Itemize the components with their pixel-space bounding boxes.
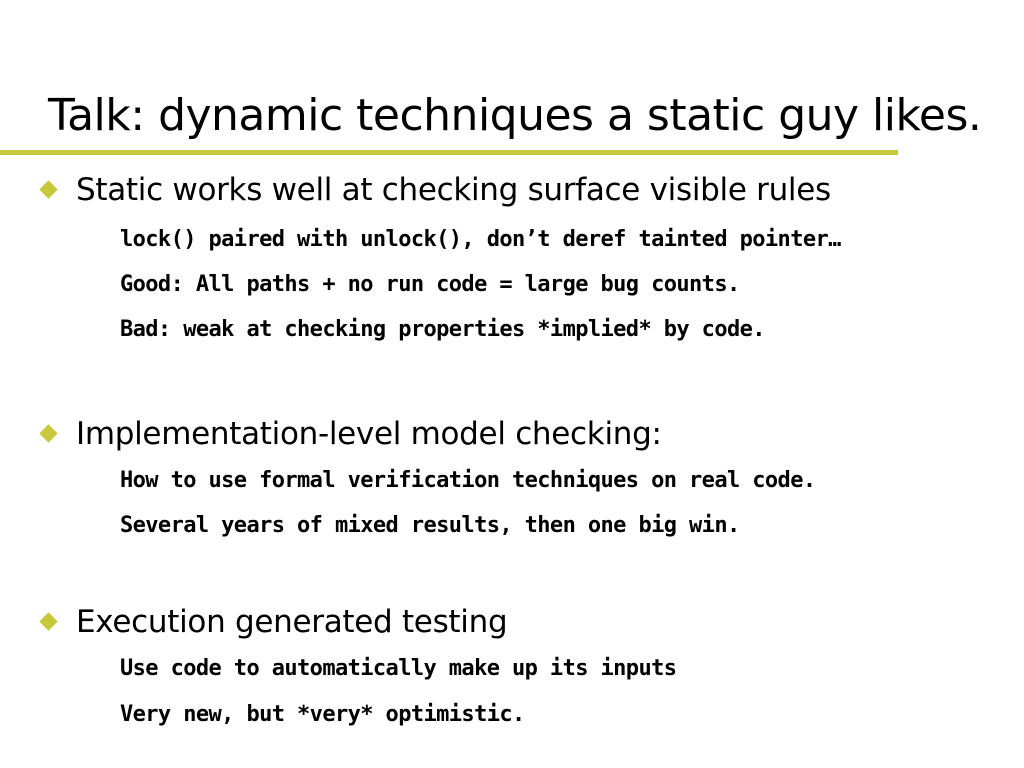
diamond-bullet-icon (39, 424, 57, 442)
sub-item: How to use formal verification techniques on real code. (120, 468, 816, 493)
sub-item: lock() paired with unlock(), don’t deref tainted pointer… (120, 227, 841, 252)
sub-item: Several years of mixed results, then one big win. (120, 513, 740, 538)
bullet-text: Static works well at checking surface visible rules (76, 172, 831, 208)
title-underline (0, 150, 898, 155)
diamond-bullet-icon (39, 612, 57, 630)
sub-item: Good: All paths + no run code = large bug counts. (120, 272, 740, 297)
sub-item: Bad: weak at checking properties *implied* by code. (120, 317, 765, 342)
diamond-bullet-icon (39, 180, 57, 198)
sub-item: Very new, but *very* optimistic. (120, 702, 525, 727)
bullet-text: Execution generated testing (76, 604, 508, 640)
sub-item: Use code to automatically make up its inputs (120, 656, 677, 681)
bullet-text: Implementation-level model checking: (76, 416, 662, 452)
slide-title: Talk: dynamic techniques a static guy likes. (48, 90, 982, 141)
